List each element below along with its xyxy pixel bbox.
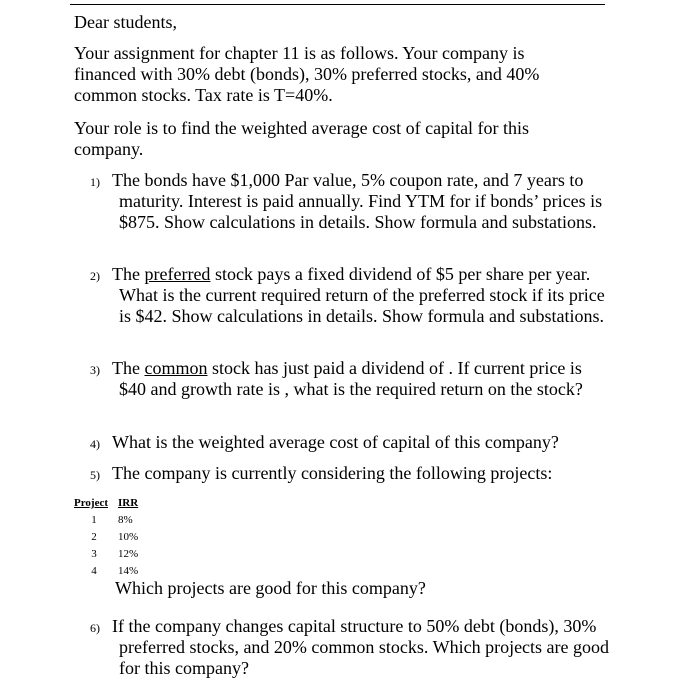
table-row: 1 8% — [91, 514, 133, 526]
greeting: Dear students, — [74, 12, 177, 32]
question-number: 3) — [90, 363, 100, 377]
intro-paragraph: Your assignment for chapter 11 is as follows. Your company is financed with 30% debt (bonds), 30% preferred stocks, and 40% common stocks. Tax rate is T=40%. — [74, 43, 540, 105]
question-text: The common stock has just paid a dividend of . If current price is $40 and growth rate is , what is the required return on the stock? — [112, 358, 583, 399]
question-number: 4) — [90, 437, 100, 451]
role-paragraph: Your role is to find the weighted average cost of capital for this company. — [74, 118, 530, 159]
question-4 — [90, 432, 610, 453]
question-text: The company is currently considering the following projects: — [112, 463, 553, 483]
table-row: 4 14% — [91, 565, 139, 577]
question-number: 2) — [90, 269, 100, 283]
column-header-project: Project — [74, 497, 108, 509]
question-6 — [90, 616, 610, 679]
underlined-word: common — [144, 358, 208, 378]
question-2 — [90, 264, 610, 327]
question-5 — [90, 463, 610, 484]
projects-table — [74, 495, 141, 580]
table-row: 3 12% — [91, 548, 139, 560]
question-3 — [90, 358, 610, 400]
question-text: What is the weighted average cost of capital of this company? — [112, 432, 559, 452]
column-header-irr: IRR — [118, 497, 139, 509]
table-row: 2 10% — [91, 531, 139, 543]
question-number: 5) — [90, 468, 100, 482]
question-text: The bonds have $1,000 Par value, 5% coupon rate, and 7 years to maturity. Interest is paid annually. Find YTM for if bonds’ prices is $875. Show calculations in details. Show formula and substations. — [112, 170, 603, 232]
which-projects-question: Which projects are good for this company? — [115, 578, 426, 598]
question-number: 6) — [90, 621, 100, 635]
question-text: The preferred stock pays a fixed dividend of $5 per share per year. What is the current required return of the preferred stock if its price is $42. Show calculations in details. Show formula and substations. — [112, 264, 605, 326]
top-divider — [70, 4, 605, 5]
underlined-word: preferred — [144, 264, 211, 284]
question-number: 1) — [90, 175, 100, 189]
question-1 — [90, 170, 610, 233]
question-text: If the company changes capital structure to 50% debt (bonds), 30% preferred stocks, and 20% common stocks. Which projects are good for this company? — [112, 616, 610, 678]
